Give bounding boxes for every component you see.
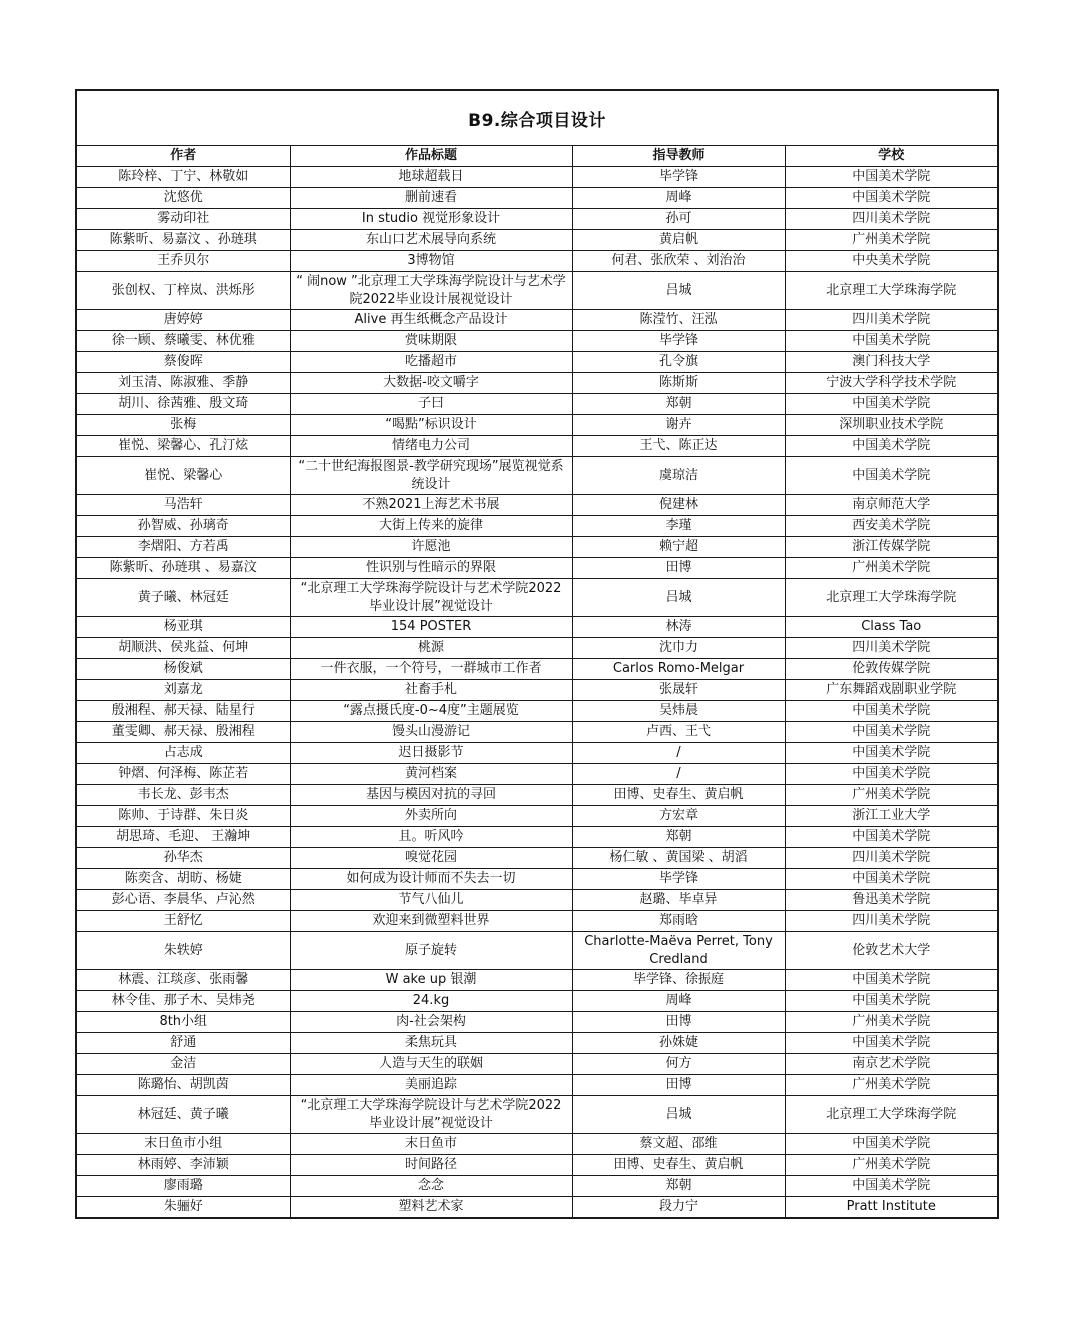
work-title-cell: 东山口艺术展导向系统 xyxy=(290,230,572,251)
table-row xyxy=(77,970,997,991)
advisor-cell: / xyxy=(572,743,785,764)
school-cell: 中国美术学院 xyxy=(785,991,997,1012)
school-cell: 中国美术学院 xyxy=(785,827,997,848)
advisor-cell: 何君、张欣荣 、刘治治 xyxy=(572,251,785,272)
table-row xyxy=(77,394,997,415)
school-cell: 宁波大学科学技术学院 xyxy=(785,373,997,394)
author-cell: 陈紫昕、孙琏琪 、易嘉汶 xyxy=(77,558,290,579)
author-cell: 刘玉清、陈淑雅、季静 xyxy=(77,373,290,394)
author-cell: 唐婷婷 xyxy=(77,310,290,331)
author-cell: 舒通 xyxy=(77,1033,290,1054)
table-row xyxy=(77,743,997,764)
work-title-cell: 154 POSTER xyxy=(290,617,572,638)
advisor-cell: 吕城 xyxy=(572,579,785,617)
author-cell: 王乔贝尔 xyxy=(77,251,290,272)
author-cell: 朱骊好 xyxy=(77,1197,290,1218)
advisor-cell: 蔡文超、邵维 xyxy=(572,1134,785,1155)
advisor-cell: 田博 xyxy=(572,1012,785,1033)
school-cell: Class Tao xyxy=(785,617,997,638)
work-title-cell: 社畜手札 xyxy=(290,680,572,701)
table-row xyxy=(77,373,997,394)
school-cell: 南京艺术学院 xyxy=(785,1054,997,1075)
author-cell: 陈帅、于诗群、朱日炎 xyxy=(77,806,290,827)
table-row xyxy=(77,209,997,230)
advisor-cell: 林涛 xyxy=(572,617,785,638)
work-title-cell: 如何成为设计师而不失去一切 xyxy=(290,869,572,890)
table-row xyxy=(77,251,997,272)
work-title-cell: 地球超载日 xyxy=(290,167,572,188)
author-cell: 徐一顾、蔡曦雯、林优雅 xyxy=(77,331,290,352)
award-table-frame xyxy=(75,89,999,1219)
table-row xyxy=(77,331,997,352)
author-cell: 陈奕含、胡昉、杨婕 xyxy=(77,869,290,890)
school-cell: 中国美术学院 xyxy=(785,869,997,890)
school-cell: 中国美术学院 xyxy=(785,701,997,722)
school-cell: 中国美术学院 xyxy=(785,188,997,209)
advisor-cell: 毕学锋 xyxy=(572,869,785,890)
work-title-cell: 外卖所向 xyxy=(290,806,572,827)
table-row xyxy=(77,890,997,911)
work-title-cell: “二十世纪海报图景-教学研究现场”展览视觉系统设计 xyxy=(290,457,572,495)
school-cell: 四川美术学院 xyxy=(785,310,997,331)
school-cell: 四川美术学院 xyxy=(785,638,997,659)
work-title-cell: 末日鱼市 xyxy=(290,1134,572,1155)
advisor-cell: 田博 xyxy=(572,1075,785,1096)
table-row xyxy=(77,167,997,188)
author-cell: 崔悦、梁馨心 xyxy=(77,457,290,495)
advisor-cell: 陈滢竹、汪泓 xyxy=(572,310,785,331)
school-cell: 广州美术学院 xyxy=(785,785,997,806)
table-row xyxy=(77,352,997,373)
author-cell: 韦长龙、彭韦杰 xyxy=(77,785,290,806)
advisor-cell: / xyxy=(572,764,785,785)
school-cell: 中国美术学院 xyxy=(785,1176,997,1197)
table-row xyxy=(77,1033,997,1054)
work-title-cell: “喝點”标识设计 xyxy=(290,415,572,436)
table-row xyxy=(77,827,997,848)
school-cell: 中国美术学院 xyxy=(785,1134,997,1155)
school-cell: 澳门科技大学 xyxy=(785,352,997,373)
school-cell: 中国美术学院 xyxy=(785,331,997,352)
work-title-cell: 大数据-咬文嚼字 xyxy=(290,373,572,394)
table-row xyxy=(77,659,997,680)
author-cell: 杨亚琪 xyxy=(77,617,290,638)
author-cell: 林冠廷、黄子曦 xyxy=(77,1096,290,1134)
author-cell: 李熠阳、方若禹 xyxy=(77,537,290,558)
school-cell: 中国美术学院 xyxy=(785,167,997,188)
advisor-cell: 孙姝婕 xyxy=(572,1033,785,1054)
table-row xyxy=(77,785,997,806)
advisor-cell: 谢卉 xyxy=(572,415,785,436)
advisor-cell: 吴炜晨 xyxy=(572,701,785,722)
school-cell: 北京理工大学珠海学院 xyxy=(785,579,997,617)
advisor-cell: 郑朝 xyxy=(572,1176,785,1197)
work-title-cell: In studio 视觉形象设计 xyxy=(290,209,572,230)
school-cell: 广州美术学院 xyxy=(785,1155,997,1176)
author-cell: 雾动印社 xyxy=(77,209,290,230)
author-cell: 陈紫昕、易嘉汶 、孙琏琪 xyxy=(77,230,290,251)
work-title-cell: “北京理工大学珠海学院设计与艺术学院2022毕业设计展”视觉设计 xyxy=(290,1096,572,1134)
work-title-cell: 一件衣服，一个符号，一群城市工作者 xyxy=(290,659,572,680)
school-cell: 中国美术学院 xyxy=(785,764,997,785)
school-cell: 中央美术学院 xyxy=(785,251,997,272)
author-cell: 董雯卿、郝天禄、殷湘程 xyxy=(77,722,290,743)
work-title-cell: 子曰 xyxy=(290,394,572,415)
work-title-cell: 肉-社会架构 xyxy=(290,1012,572,1033)
work-title-cell: 美丽追踪 xyxy=(290,1075,572,1096)
advisor-cell: 段力宁 xyxy=(572,1197,785,1218)
author-cell: 胡思琦、毛迎、 王瀚坤 xyxy=(77,827,290,848)
work-title-cell: W ake up 银潮 xyxy=(290,970,572,991)
author-cell: 钟熠、何泽梅、陈芷若 xyxy=(77,764,290,785)
author-cell: 王舒忆 xyxy=(77,911,290,932)
work-title-cell: “露点摄氏度-0~4度”主题展览 xyxy=(290,701,572,722)
work-title-cell: 迟日摄影节 xyxy=(290,743,572,764)
table-row xyxy=(77,680,997,701)
header-author: 作者 xyxy=(77,146,290,167)
table-row xyxy=(77,1197,997,1218)
author-cell: 胡顺洪、侯兆益、何坤 xyxy=(77,638,290,659)
table-row xyxy=(77,1176,997,1197)
table-row xyxy=(77,310,997,331)
author-cell: 占志成 xyxy=(77,743,290,764)
author-cell: 朱轶婷 xyxy=(77,932,290,970)
header-work-title: 作品标题 xyxy=(290,146,572,167)
table-row xyxy=(77,617,997,638)
work-title-cell: 3博物馆 xyxy=(290,251,572,272)
table-row xyxy=(77,806,997,827)
table-row xyxy=(77,436,997,457)
advisor-cell: 吕城 xyxy=(572,1096,785,1134)
author-cell: 张梅 xyxy=(77,415,290,436)
advisor-cell: 倪建林 xyxy=(572,495,785,516)
school-cell: 广州美术学院 xyxy=(785,1012,997,1033)
advisor-cell: 田博、史春生、黄启帆 xyxy=(572,785,785,806)
advisor-cell: 陈斯斯 xyxy=(572,373,785,394)
advisor-cell: 郑朝 xyxy=(572,827,785,848)
author-cell: 黄子曦、林冠廷 xyxy=(77,579,290,617)
school-cell: 中国美术学院 xyxy=(785,743,997,764)
advisor-cell: 王弋、陈正达 xyxy=(572,436,785,457)
work-title-cell: 情绪电力公司 xyxy=(290,436,572,457)
author-cell: 陈玲梓、丁宁、林敬如 xyxy=(77,167,290,188)
header-school: 学校 xyxy=(785,146,997,167)
school-cell: 四川美术学院 xyxy=(785,209,997,230)
author-cell: 林震、江琰彦、张雨馨 xyxy=(77,970,290,991)
school-cell: 伦敦传媒学院 xyxy=(785,659,997,680)
table-row xyxy=(77,579,997,617)
advisor-cell: 周峰 xyxy=(572,991,785,1012)
author-cell: 沈悠优 xyxy=(77,188,290,209)
table-row xyxy=(77,1134,997,1155)
work-title-cell: 且。听风吟 xyxy=(290,827,572,848)
author-cell: 孙智威、孙璃奇 xyxy=(77,516,290,537)
table-row xyxy=(77,701,997,722)
author-cell: 殷湘程、郝天禄、陆星行 xyxy=(77,701,290,722)
advisor-cell: 毕学锋 xyxy=(572,167,785,188)
work-title-cell: 吃播超市 xyxy=(290,352,572,373)
school-cell: 伦敦艺术大学 xyxy=(785,932,997,970)
table-row xyxy=(77,1155,997,1176)
school-cell: 中国美术学院 xyxy=(785,457,997,495)
school-cell: 北京理工大学珠海学院 xyxy=(785,1096,997,1134)
work-title-cell: 馒头山漫游记 xyxy=(290,722,572,743)
school-cell: 深圳职业技术学院 xyxy=(785,415,997,436)
author-cell: 马浩轩 xyxy=(77,495,290,516)
work-title-cell: “ 闹now ”北京理工大学珠海学院设计与艺术学院2022毕业设计展视觉设计 xyxy=(290,272,572,310)
work-title-cell: 桃源 xyxy=(290,638,572,659)
table-row xyxy=(77,764,997,785)
table-row xyxy=(77,869,997,890)
work-title-cell: 不熟2021上海艺术书展 xyxy=(290,495,572,516)
table-row xyxy=(77,188,997,209)
header-row xyxy=(77,146,997,167)
advisor-cell: 田博、史春生、黄启帆 xyxy=(572,1155,785,1176)
advisor-cell: 郑朝 xyxy=(572,394,785,415)
school-cell: 鲁迅美术学院 xyxy=(785,890,997,911)
advisor-cell: 沈巾力 xyxy=(572,638,785,659)
table-row xyxy=(77,1012,997,1033)
table-row xyxy=(77,1096,997,1134)
school-cell: 西安美术学院 xyxy=(785,516,997,537)
author-cell: 杨俊斌 xyxy=(77,659,290,680)
author-cell: 胡川、徐茜雅、殷文琦 xyxy=(77,394,290,415)
header-advisor: 指导教师 xyxy=(572,146,785,167)
advisor-cell: 李瑾 xyxy=(572,516,785,537)
school-cell: 浙江传媒学院 xyxy=(785,537,997,558)
work-title-cell: 塑料艺术家 xyxy=(290,1197,572,1218)
award-table xyxy=(77,146,997,1217)
author-cell: 林雨婷、李沛颖 xyxy=(77,1155,290,1176)
school-cell: 广州美术学院 xyxy=(785,1075,997,1096)
table-row xyxy=(77,537,997,558)
advisor-cell: 黄启帆 xyxy=(572,230,785,251)
advisor-cell: 毕学锋、徐振庭 xyxy=(572,970,785,991)
advisor-cell: 何方 xyxy=(572,1054,785,1075)
table-row xyxy=(77,1075,997,1096)
work-title-cell: 大街上传来的旋律 xyxy=(290,516,572,537)
table-row xyxy=(77,558,997,579)
school-cell: Pratt Institute xyxy=(785,1197,997,1218)
advisor-cell: 周峰 xyxy=(572,188,785,209)
advisor-cell: 孙可 xyxy=(572,209,785,230)
table-row xyxy=(77,495,997,516)
table-row xyxy=(77,848,997,869)
work-title-cell: 柔焦玩具 xyxy=(290,1033,572,1054)
advisor-cell: 杨仁敏 、黄国梁 、胡滔 xyxy=(572,848,785,869)
work-title-cell: 赏味期限 xyxy=(290,331,572,352)
work-title-cell: 念念 xyxy=(290,1176,572,1197)
advisor-cell: 孔令旗 xyxy=(572,352,785,373)
work-title-cell: 节气八仙儿 xyxy=(290,890,572,911)
work-title-cell: 原子旋转 xyxy=(290,932,572,970)
advisor-cell: 田博 xyxy=(572,558,785,579)
school-cell: 四川美术学院 xyxy=(785,911,997,932)
author-cell: 孙华杰 xyxy=(77,848,290,869)
school-cell: 广州美术学院 xyxy=(785,558,997,579)
table-row xyxy=(77,516,997,537)
author-cell: 林令佳、那子木、吴炜尧 xyxy=(77,991,290,1012)
advisor-cell: 赵璐、毕卓异 xyxy=(572,890,785,911)
author-cell: 崔悦、梁馨心、孔汀炫 xyxy=(77,436,290,457)
work-title-cell: 许愿池 xyxy=(290,537,572,558)
work-title-cell: 删前速看 xyxy=(290,188,572,209)
author-cell: 彭心语、李晨华、卢沁然 xyxy=(77,890,290,911)
table-row xyxy=(77,638,997,659)
author-cell: 陈璐怡、胡凯茵 xyxy=(77,1075,290,1096)
author-cell: 张创权、丁梓岚、洪烁彤 xyxy=(77,272,290,310)
advisor-cell: 毕学锋 xyxy=(572,331,785,352)
school-cell: 中国美术学院 xyxy=(785,722,997,743)
advisor-cell: 赖宁超 xyxy=(572,537,785,558)
school-cell: 广州美术学院 xyxy=(785,230,997,251)
table-row xyxy=(77,457,997,495)
advisor-cell: 张晟轩 xyxy=(572,680,785,701)
author-cell: 刘嘉龙 xyxy=(77,680,290,701)
author-cell: 金洁 xyxy=(77,1054,290,1075)
author-cell: 廖雨璐 xyxy=(77,1176,290,1197)
work-title-cell: 嗅觉花园 xyxy=(290,848,572,869)
work-title-cell: Alive 再生纸概念产品设计 xyxy=(290,310,572,331)
table-row xyxy=(77,722,997,743)
author-cell: 8th小组 xyxy=(77,1012,290,1033)
author-cell: 蔡俊晖 xyxy=(77,352,290,373)
work-title-cell: 黄河档案 xyxy=(290,764,572,785)
advisor-cell: 吕城 xyxy=(572,272,785,310)
advisor-cell: Carlos Romo-Melgar xyxy=(572,659,785,680)
table-row xyxy=(77,1054,997,1075)
work-title-cell: 时间路径 xyxy=(290,1155,572,1176)
school-cell: 中国美术学院 xyxy=(785,970,997,991)
work-title-cell: 人造与天生的联姻 xyxy=(290,1054,572,1075)
school-cell: 浙江工业大学 xyxy=(785,806,997,827)
advisor-cell: 虞琼洁 xyxy=(572,457,785,495)
advisor-cell: 卢西、王弋 xyxy=(572,722,785,743)
advisor-cell: 郑雨晗 xyxy=(572,911,785,932)
advisor-cell: Charlotte-Maëva Perret, Tony Credland xyxy=(572,932,785,970)
table-row xyxy=(77,230,997,251)
table-row xyxy=(77,911,997,932)
table-title: B9.综合项目设计 xyxy=(77,91,997,146)
school-cell: 北京理工大学珠海学院 xyxy=(785,272,997,310)
school-cell: 中国美术学院 xyxy=(785,394,997,415)
table-row xyxy=(77,991,997,1012)
school-cell: 中国美术学院 xyxy=(785,1033,997,1054)
table-row xyxy=(77,932,997,970)
author-cell: 末日鱼市小组 xyxy=(77,1134,290,1155)
school-cell: 四川美术学院 xyxy=(785,848,997,869)
table-row xyxy=(77,272,997,310)
advisor-cell: 方宏章 xyxy=(572,806,785,827)
work-title-cell: 24.kg xyxy=(290,991,572,1012)
work-title-cell: “北京理工大学珠海学院设计与艺术学院2022毕业设计展”视觉设计 xyxy=(290,579,572,617)
work-title-cell: 性识别与性暗示的界限 xyxy=(290,558,572,579)
work-title-cell: 欢迎来到微塑料世界 xyxy=(290,911,572,932)
school-cell: 中国美术学院 xyxy=(785,436,997,457)
school-cell: 南京师范大学 xyxy=(785,495,997,516)
work-title-cell: 基因与模因对抗的寻回 xyxy=(290,785,572,806)
table-row xyxy=(77,415,997,436)
school-cell: 广东舞蹈戏剧职业学院 xyxy=(785,680,997,701)
